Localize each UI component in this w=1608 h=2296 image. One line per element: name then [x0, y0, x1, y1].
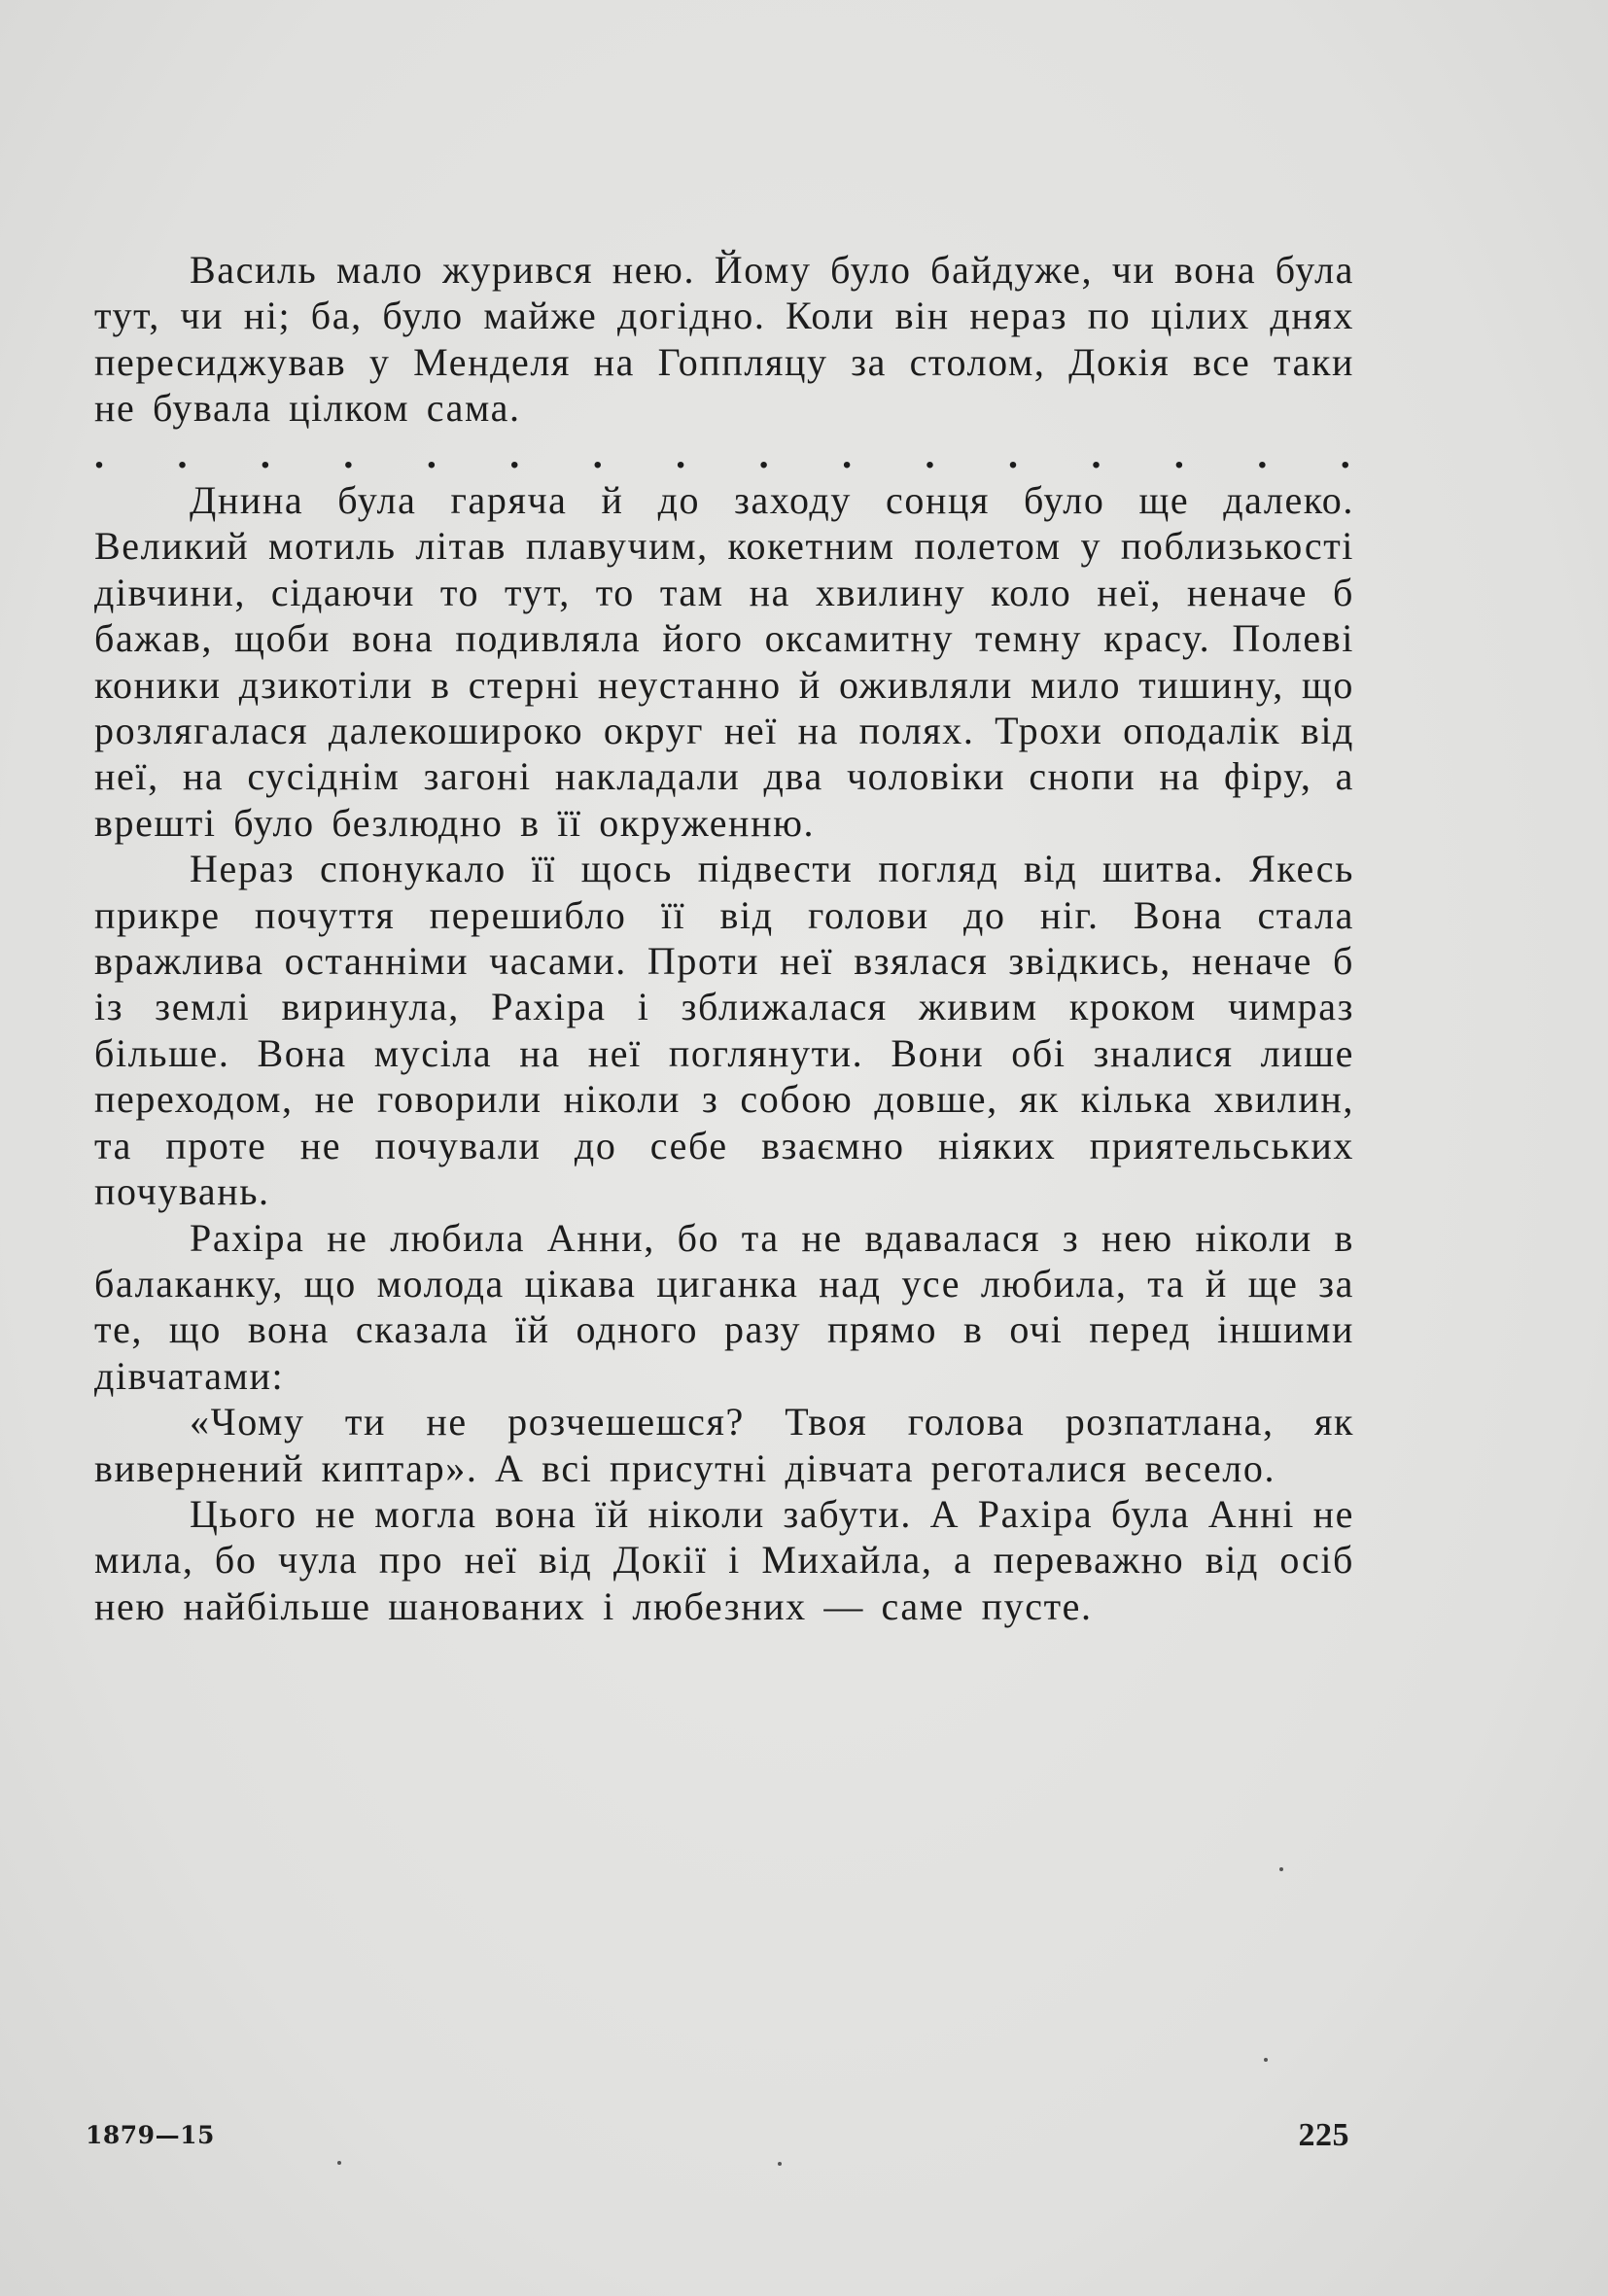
- separator-dot: .: [1173, 432, 1184, 476]
- paragraph-2: Днина була гаряча й до заходу сонця було ще далеко. Великий мотиль літав плавучим, кокетним полетом у поблизькості дівчини, сідаючи то тут, то там на хвилину коло неї, неначе б бажав, щоби вона подивляла його оксамитну темну красу. Полеві коники дзикотіли в стерні неустанно й оживляли мило тишину, що розлягалася далекошироко округ неї на полях. Трохи оподалік від неї, на сусіднім загоні накладали два чоловіки снопи на фіру, а врешті було безлюдно в її окруженню.: [94, 478, 1354, 845]
- body-text: [94, 247, 1354, 1629]
- separator-dot: .: [94, 432, 104, 476]
- separator-dot: .: [1091, 432, 1101, 476]
- separator-dot: .: [260, 432, 270, 476]
- print-speck: [1264, 2058, 1268, 2062]
- page-number: 225: [1298, 2117, 1349, 2153]
- separator-dot: .: [509, 432, 520, 476]
- separator-dot: .: [925, 432, 935, 476]
- print-speck: [337, 2161, 341, 2165]
- page-footer: [86, 2117, 1349, 2160]
- separator-dot: .: [676, 432, 686, 476]
- section-separator: [94, 432, 1354, 477]
- paragraph-1: Василь мало журився нею. Йому було байдуже, чи вона була тут, чи ні; ба, було майже догідно. Коли він нераз по цілих днях пересиджував у Менделя на Гоппляцу за столом, Докія все таки не бувала цілком сама.: [94, 248, 1354, 431]
- separator-dot: .: [1007, 432, 1018, 476]
- separator-dot: .: [343, 432, 354, 476]
- paragraph-3: Нераз спонукало її щось підвести погляд від шитва. Якесь прикре почуття перешибло її від голови до ніг. Вона стала вражлива останніми часами. Проти неї взялася звідкись, неначе б із землі виринула, Рахіра і зближалася живим кроком чимраз більше. Вона мусіла на неї поглянути. Вони обі зналися лише переходом, не говорили ніколи з собою довше, як кілька хвилин, та проте не почували до себе взаємно ніяких приятельських почувань.: [94, 847, 1354, 1214]
- separator-dot: .: [592, 432, 603, 476]
- print-speck: [778, 2162, 782, 2166]
- paragraph-6: Цього не могла вона їй ніколи забути. А Рахіра була Анні не мила, бо чула про неї від Докії і Михайла, а переважно від осіб нею найбільше шанованих і любезних — саме пусте.: [94, 1491, 1354, 1628]
- separator-dot: .: [842, 432, 853, 476]
- print-speck: [1279, 1867, 1283, 1871]
- separator-dot: .: [426, 432, 437, 476]
- separator-dot: .: [1257, 432, 1268, 476]
- printer-signature: 1879—15: [86, 2121, 215, 2149]
- paragraph-4: Рахіра не любила Анни, бо та не вдавалася з нею ніколи в балаканку, що молода цікава циганка над усе любила, та й ще за те, що вона сказала їй одного разу прямо в очі перед іншими дівчатами:: [94, 1215, 1354, 1398]
- separator-dot: .: [1340, 432, 1350, 476]
- paragraph-5-quote: «Чому ти не розчешешся? Твоя голова розпатлана, як вивернений киптар». А всі присутні дівчата реготалися весело.: [94, 1400, 1354, 1490]
- separator-dot: .: [758, 432, 769, 476]
- separator-dot: .: [177, 432, 188, 476]
